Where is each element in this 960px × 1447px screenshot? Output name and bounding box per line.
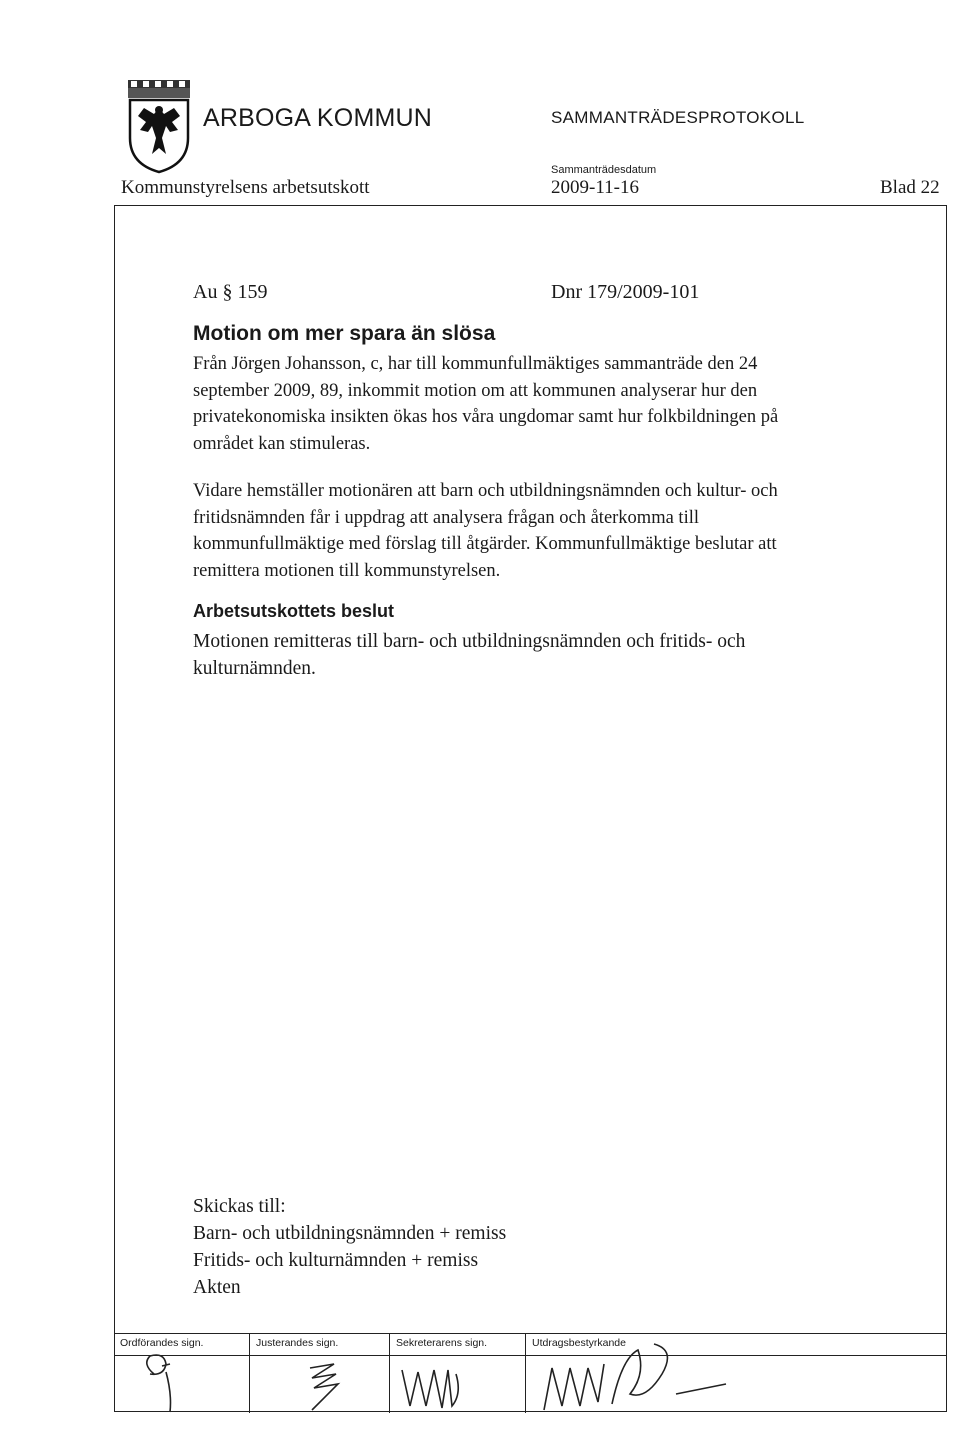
extract-signature-label: Utdragsbestyrkande <box>532 1337 626 1349</box>
adjuster-signature-cell <box>250 1334 390 1413</box>
body-paragraph: Från Jörgen Johansson, c, har till kommunfullmäktiges sammanträde den 24 september 2009, 89, inkommit motion om att kommunen analyserar hur den privatekonomiska insikten ökas hos våra ungdomar samt hur folkbildningen på området kan stimuleras. <box>193 354 779 454</box>
item-title: Motion om mer spara än slösa <box>193 322 496 345</box>
signature-label-divider <box>114 1355 947 1356</box>
adjuster-signature-label: Justerandes sign. <box>256 1337 339 1349</box>
secretary-signature-icon <box>390 1334 526 1413</box>
extract-signature-cell <box>526 1334 947 1413</box>
chair-signature-cell <box>114 1334 250 1413</box>
meeting-date: 2009-11-16 <box>551 177 639 198</box>
secretary-signature-cell <box>390 1334 526 1413</box>
distribution-label: Skickas till: <box>193 1196 286 1217</box>
distribution-recipient: Barn- och utbildningsnämnden + remiss <box>193 1223 507 1244</box>
distribution-list <box>193 1193 506 1301</box>
chair-signature-label: Ordförandes sign. <box>120 1337 204 1349</box>
chair-signature-icon <box>114 1334 250 1413</box>
committee-name: Kommunstyrelsens arbetsutskott <box>121 177 370 198</box>
decision-heading: Arbetsutskottets beslut <box>193 601 395 621</box>
distribution-recipient: Akten <box>193 1277 241 1298</box>
extract-signature-icon <box>526 1334 947 1413</box>
decision-text: Motionen remitteras till barn- och utbildningsnämnden och fritids- och kulturnämnden. <box>193 631 746 679</box>
document-type: SAMMANTRÄDESPROTOKOLL <box>551 108 805 127</box>
body-paragraph: Vidare hemställer motionären att barn och utbildningsnämnden och kultur- och fritidsnämnden får i uppdrag att analysera frågan och återkomma till kommunfullmäktige med förslag till åtgärder. Kommunfullmäktige beslutar att remittera motionen till kommunstyrelsen. <box>193 481 778 581</box>
adjuster-signature-icon <box>250 1334 390 1413</box>
registration-number: Dnr 179/2009-101 <box>551 281 700 303</box>
secretary-signature-label: Sekreterarens sign. <box>396 1337 488 1349</box>
signature-table <box>114 1333 947 1413</box>
distribution-recipient: Fritids- och kulturnämnden + remiss <box>193 1250 479 1271</box>
organization-name: ARBOGA KOMMUN <box>203 104 433 132</box>
page-number: Blad 22 <box>880 177 940 198</box>
meeting-date-label: Sammanträdesdatum <box>551 164 657 176</box>
coat-of-arms-logo <box>126 78 192 174</box>
paragraph-reference: Au § 159 <box>193 281 268 303</box>
